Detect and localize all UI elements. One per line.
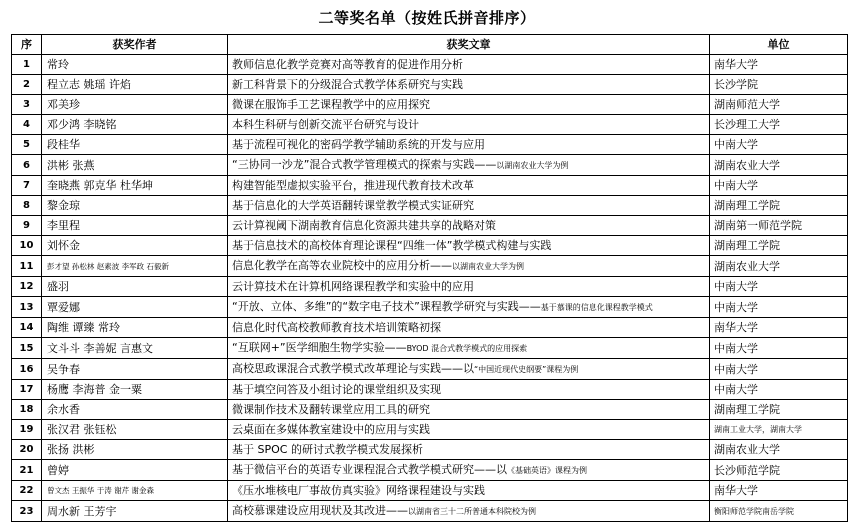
row-work: [228, 115, 710, 135]
row-authors: 曾婷: [42, 460, 228, 481]
row-work-title: 基于流程可视化的密码学教学辅助系统的开发与应用: [232, 138, 485, 151]
row-work-title: 信息化时代高校教师教育技术培训策略初探: [232, 321, 441, 334]
row-unit: 中南大学: [710, 135, 848, 155]
table-row: [12, 216, 848, 236]
row-index: 2: [12, 75, 42, 95]
row-authors: 洪彬 张燕: [42, 155, 228, 176]
row-index: 4: [12, 115, 42, 135]
row-authors: 李里程: [42, 216, 228, 236]
row-index: 14: [12, 318, 42, 338]
row-work: [228, 95, 710, 115]
table-row: [12, 196, 848, 216]
table-row: [12, 501, 848, 522]
row-authors: 覃爱娜: [42, 297, 228, 318]
award-table: [11, 34, 848, 522]
row-work-subtitle: “中国近现代史纲要”课程为例: [474, 365, 579, 374]
row-index: 8: [12, 196, 42, 216]
row-index: 15: [12, 338, 42, 359]
row-unit: 湖南理工学院: [710, 196, 848, 216]
row-index: 7: [12, 176, 42, 196]
row-unit: 湖南理工学院: [710, 400, 848, 420]
row-work: [228, 501, 710, 522]
row-index: 19: [12, 420, 42, 440]
row-authors: 曾文杰 王振华 于涛 谢芹 谢金森: [42, 481, 228, 501]
table-row: [12, 460, 848, 481]
row-work: [228, 236, 710, 256]
row-work-subtitle: 基于慕课的信息化课程教学模式: [540, 303, 653, 312]
row-unit: 长沙学院: [710, 75, 848, 95]
row-work-title: 新工科背景下的分级混合式教学体系研究与实践: [232, 78, 463, 91]
row-work-subtitle: 以湖南农业大学为例: [452, 262, 524, 271]
table-row: [12, 277, 848, 297]
row-authors: 段桂华: [42, 135, 228, 155]
row-work: [228, 359, 710, 380]
row-work-title: 基于信息技术的高校体育理论课程“四维一体”教学模式构建与实践: [232, 239, 552, 252]
header-unit: 单位: [710, 35, 848, 55]
row-work: [228, 216, 710, 236]
row-work-title: 教师信息化教学竞赛对高等教育的促进作用分析: [232, 58, 463, 71]
row-work: [228, 256, 710, 277]
row-index: 5: [12, 135, 42, 155]
row-work: [228, 400, 710, 420]
row-work-title: 本科生科研与创新交流平台研究与设计: [232, 118, 419, 131]
row-unit: 中南大学: [710, 359, 848, 380]
row-unit: 湖南师范大学: [710, 95, 848, 115]
row-unit: 长沙理工大学: [710, 115, 848, 135]
row-unit: 湖南第一师范学院: [710, 216, 848, 236]
table-row: [12, 420, 848, 440]
row-unit: 长沙师范学院: [710, 460, 848, 481]
row-work: [228, 318, 710, 338]
row-work: [228, 420, 710, 440]
row-work-subtitle: 以湖南农业大学为例: [496, 161, 569, 170]
row-work-title: 基于信息化的大学英语翻转课堂教学模式实证研究: [232, 199, 474, 212]
page-title: 二等奖名单（按姓氏拼音排序）: [318, 9, 536, 27]
row-work: [228, 440, 710, 460]
row-index: 21: [12, 460, 42, 481]
row-unit: 中南大学: [710, 176, 848, 196]
row-index: 20: [12, 440, 42, 460]
row-work-title: 基于微信平台的英语专业课程混合式教学模式研究——以: [232, 463, 507, 476]
table-row: [12, 440, 848, 460]
row-index: 6: [12, 155, 42, 176]
row-unit: 湖南农业大学: [710, 256, 848, 277]
row-authors: 刘怀金: [42, 236, 228, 256]
row-work-title: 微课制作技术及翻转课堂应用工具的研究: [232, 403, 430, 416]
row-work-title: 构建智能型虚拟实验平台，推进现代教育技术改革: [232, 179, 474, 192]
row-index: 23: [12, 501, 42, 522]
row-work-title: “互联网+”医学细胞生物学实验——: [232, 341, 407, 354]
row-index: 11: [12, 256, 42, 277]
row-authors: 奎晓燕 郭克华 杜华坤: [42, 176, 228, 196]
row-index: 17: [12, 380, 42, 400]
row-unit: 湖南工业大学，湖南大学: [710, 420, 848, 440]
row-authors: 杨鹰 李海普 金一粟: [42, 380, 228, 400]
row-index: 22: [12, 481, 42, 501]
row-unit: 湖南理工学院: [710, 236, 848, 256]
row-index: 18: [12, 400, 42, 420]
row-work-title: 高校慕课建设应用现状及其改进——: [232, 504, 408, 517]
header-index: 序: [12, 35, 42, 55]
row-unit: 衡阳师范学院南岳学院: [710, 501, 848, 522]
row-unit: 中南大学: [710, 277, 848, 297]
row-work-title: 《压水堆核电厂事故仿真实验》网络课程建设与实践: [232, 484, 485, 497]
row-authors: 邓美珍: [42, 95, 228, 115]
row-work: [228, 481, 710, 501]
row-index: 10: [12, 236, 42, 256]
row-index: 9: [12, 216, 42, 236]
table-row: [12, 75, 848, 95]
table-row: [12, 256, 848, 277]
table-row: [12, 359, 848, 380]
table-body: [12, 55, 848, 522]
row-unit: 湖南农业大学: [710, 155, 848, 176]
row-work: [228, 135, 710, 155]
table-header-row: [12, 35, 848, 55]
row-index: 3: [12, 95, 42, 115]
row-work-title: 云计算技术在计算机网络课程教学和实验中的应用: [232, 280, 474, 293]
row-authors: 余水香: [42, 400, 228, 420]
row-work-title: 信息化教学在高等农业院校中的应用分析——: [232, 259, 452, 272]
header-work: 获奖文章: [228, 35, 710, 55]
row-authors: 常玲: [42, 55, 228, 75]
table-row: [12, 297, 848, 318]
row-work: [228, 277, 710, 297]
row-index: 13: [12, 297, 42, 318]
row-authors: 周水新 王芳宇: [42, 501, 228, 522]
row-authors: 黎金琼: [42, 196, 228, 216]
row-work: [228, 380, 710, 400]
row-work: [228, 297, 710, 318]
row-authors: 文斗斗 李善妮 言惠文: [42, 338, 228, 359]
row-unit: 中南大学: [710, 338, 848, 359]
row-work-title: 基于 SPOC 的研讨式教学模式发展探析: [232, 443, 423, 456]
row-work-title: 微课在服饰手工艺课程教学中的应用探究: [232, 98, 430, 111]
row-work: [228, 155, 710, 176]
row-work-title: 云桌面在多媒体教室建设中的应用与实践: [232, 423, 430, 436]
table-row: [12, 338, 848, 359]
row-work: [228, 176, 710, 196]
row-unit: 湖南农业大学: [710, 440, 848, 460]
table-row: [12, 155, 848, 176]
row-authors: 程立志 姚瑶 许焰: [42, 75, 228, 95]
row-authors: 陶维 谭臻 常玲: [42, 318, 228, 338]
row-authors: 张汉君 张钰松: [42, 420, 228, 440]
row-authors: 邓少鸿 李晓铭: [42, 115, 228, 135]
table-row: [12, 318, 848, 338]
table-row: [12, 400, 848, 420]
row-work: [228, 55, 710, 75]
row-work-title: 高校思政课混合式教学模式改革理论与实践——以: [232, 362, 474, 375]
row-authors: 彭才望 孙松林 赵素波 李军政 石毅新: [42, 256, 228, 277]
row-work-subtitle: 以湖南省三十二所普通本科院校为例: [408, 507, 536, 516]
row-work-subtitle: BYOD 混合式教学模式的应用探索: [406, 344, 528, 353]
table-row: [12, 236, 848, 256]
row-work: [228, 196, 710, 216]
row-work-subtitle: 《基础英语》课程为例: [507, 466, 587, 475]
row-index: 12: [12, 277, 42, 297]
table-row: [12, 95, 848, 115]
table-row: [12, 135, 848, 155]
row-unit: 中南大学: [710, 380, 848, 400]
table-row: [12, 176, 848, 196]
row-work-title: “开放、立体、多维”的“数字电子技术”课程教学研究与实践——: [232, 300, 541, 313]
table-row: [12, 481, 848, 501]
header-authors: 获奖作者: [42, 35, 228, 55]
row-work-title: “三协同一沙龙”混合式教学管理模式的探索与实践——: [232, 158, 497, 171]
row-index: 16: [12, 359, 42, 380]
table-row: [12, 55, 848, 75]
row-unit: 南华大学: [710, 55, 848, 75]
row-unit: 南华大学: [710, 318, 848, 338]
row-authors: 吴争春: [42, 359, 228, 380]
table-row: [12, 115, 848, 135]
row-index: 1: [12, 55, 42, 75]
row-work: [228, 75, 710, 95]
row-authors: 盛羽: [42, 277, 228, 297]
row-work-title: 基于填空问答及小组讨论的课堂组织及实现: [232, 383, 441, 396]
row-work-title: 云计算视阈下湖南教育信息化资源共建共享的战略对策: [232, 219, 496, 232]
row-unit: 南华大学: [710, 481, 848, 501]
row-work: [228, 460, 710, 481]
row-authors: 张扬 洪彬: [42, 440, 228, 460]
row-work: [228, 338, 710, 359]
table-row: [12, 380, 848, 400]
row-unit: 中南大学: [710, 297, 848, 318]
